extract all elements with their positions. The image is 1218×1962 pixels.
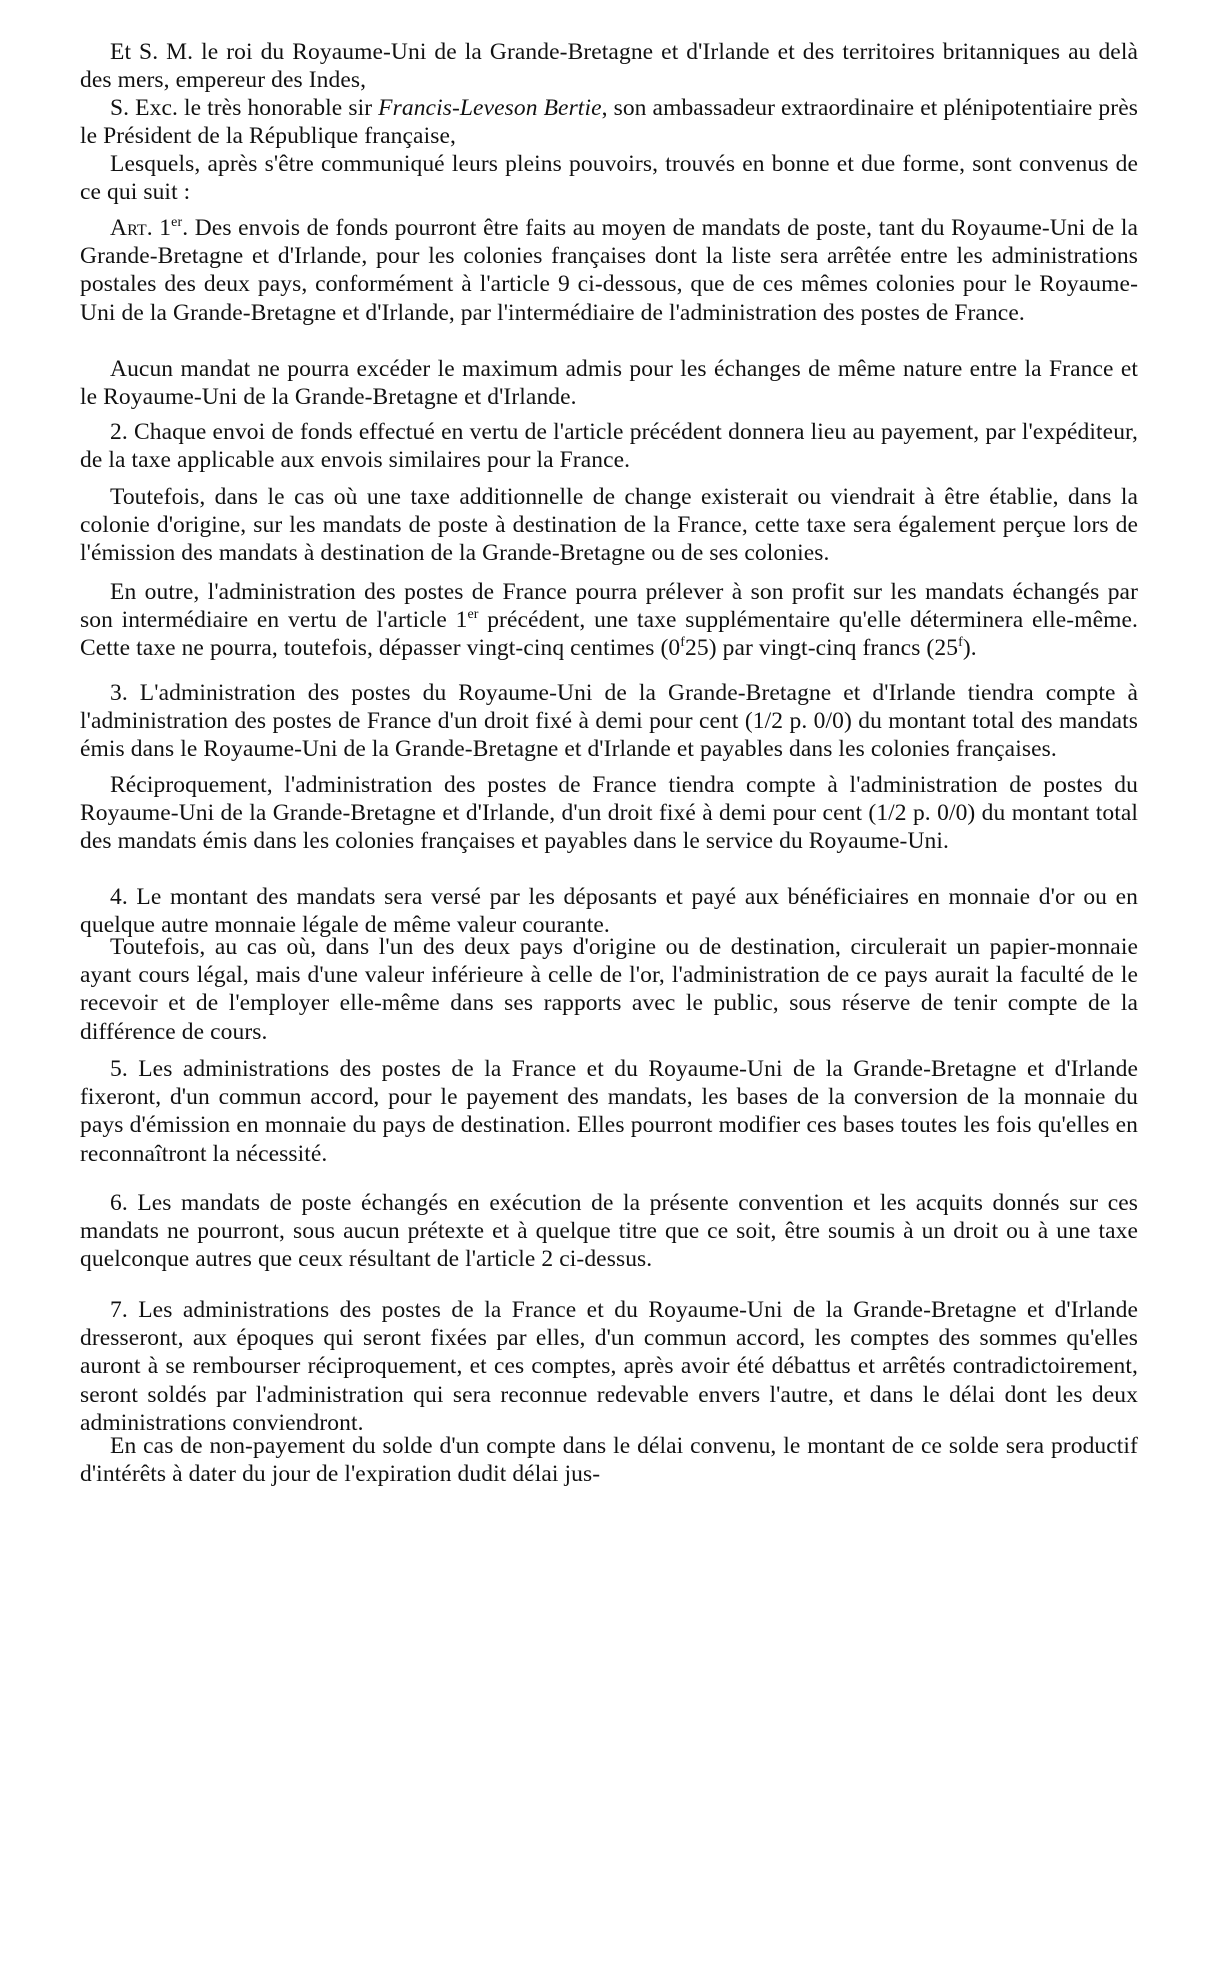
article-2-text-3-main: En outre, l'administration des postes de France pourra prélever à son profit sur les mandats échangés par son intermédiaire en vertu de l'article 1 (80, 579, 1138, 634)
preamble-text-3: Lesquels, après s'être communiqué leurs pleins pouvoirs, trouvés en bonne et due forme, sont convenus de ce qui suit : (80, 151, 1138, 206)
article-4-paragraph-1 (80, 883, 1138, 939)
article-1-paragraph-2 (80, 355, 1138, 411)
article-7-text-1: 7. Les administrations des postes de la France et du Royaume-Uni de la Grande-Bretagne et d'Irlande dresseront, aux époques qui seront fixées par elles, d'un commun accord, les comptes des sommes qu'elles auront à se rembourser réciproquement, et ces comptes, après avoir été débattus et arrêtés contradictoirement, seront soldés par l'administration qui sera reconnue redevable envers l'autre, et dans le délai dont les deux administrations conviendront. (80, 1297, 1138, 1436)
article-2-paragraph-3 (80, 578, 1138, 663)
article-6-paragraph-1 (80, 1189, 1138, 1274)
article-7-paragraph-1 (80, 1296, 1138, 1437)
article-2-sup-1: er (467, 607, 479, 623)
article-3-text-2: Réciproquement, l'administration des postes de France tiendra compte à l'administration de postes du Royaume-Uni de la Grande-Bretagne et d'Irlande, d'un droit fixé à demi pour cent (1/2 p. 0/0) du montant total des mandats émis dans les colonies françaises et payables dans le service du Royaume-Uni. (80, 772, 1138, 855)
preamble-text-2-suffix: , son ambassadeur extraordinaire et plénipotentiaire près le Président de la République française, (80, 95, 1138, 150)
preamble-paragraph-2 (80, 94, 1138, 150)
preamble-text-1: Et S. M. le roi du Royaume-Uni de la Grande-Bretagne et d'Irlande et des territoires britanniques au delà des mers, empereur des Indes, (80, 39, 1138, 94)
article-4-text-2: Toutefois, au cas où, dans l'un des deux pays d'origine ou de destination, circulerait un papier-monnaie ayant cours légal, mais d'une valeur inférieure à celle de l'or, l'administration de ce pays aurait la faculté de le recevoir et de l'employer elle-même dans ses rapports avec le public, sous réserve de tenir compte de la différence de cours. (80, 934, 1138, 1045)
article-1-text: . Des envois de fonds pourront être faits au moyen de mandats de poste, tant du Royaume-Uni de la Grande-Bretagne et d'Irlande, pour les colonies françaises dont la liste sera arrêtée entre les administrations postales des deux pays, conformément à l'article 9 ci-dessous, que de ces mêmes colonies pour le Royaume-Uni de la Grande-Bretagne et d'Irlande, par l'intermédiaire de l'administration des postes de France. (80, 215, 1138, 326)
article-2-text-1: 2. Chaque envoi de fonds effectué en vertu de l'article précédent donnera lieu au payement, par l'expéditeur, de la taxe applicable aux envois similaires pour la France. (80, 419, 1138, 474)
article-1-text-2: Aucun mandat ne pourra excéder le maximum admis pour les échanges de même nature entre la France et le Royaume-Uni de la Grande-Bretagne et d'Irlande. (80, 356, 1138, 411)
plenipotentiary-name: Francis-Leveson Bertie (378, 95, 602, 121)
preamble-text-2-prefix: S. Exc. le très honorable sir (110, 95, 379, 121)
article-1-paragraph-1 (80, 214, 1138, 327)
article-1-superscript: er (171, 215, 183, 231)
article-5-paragraph-1 (80, 1055, 1138, 1168)
article-2-paragraph-2 (80, 483, 1138, 568)
preamble-paragraph-1 (80, 38, 1138, 94)
article-7-text-2: En cas de non-payement du solde d'un compte dans le délai convenu, le montant de ce solde sera productif d'intérêts à dater du jour de l'expiration dudit délai jus- (80, 1433, 1138, 1488)
article-2-text-2: Toutefois, dans le cas où une taxe additionnelle de change existerait ou viendrait à être établie, dans la colonie d'origine, sur les mandats de poste à destination de la France, cette taxe sera également perçue lors de l'émission des mandats à destination de la Grande-Bretagne ou de ses colonies. (80, 484, 1138, 567)
article-6-text-1: 6. Les mandats de poste échangés en exécution de la présente convention et les acquits donnés sur ces mandats ne pourront, sous aucun prétexte et à quelque titre que ce soit, être soumis à un droit ou à une taxe quelconque autres que ceux résultant de l'article 2 ci-dessus. (80, 1190, 1138, 1273)
article-1-label: Art. 1 (110, 215, 172, 241)
article-2-sup-2: f (680, 635, 685, 651)
article-2-text-3-mid: précédent, une taxe supplémentaire qu'elle déterminera elle-même. Cette taxe ne pourra, toutefois, dépasser vingt-cinq centimes (0 (80, 607, 1138, 662)
article-5-text-1: 5. Les administrations des postes de la France et du Royaume-Uni de la Grande-Bretagne et d'Irlande fixeront, d'un commun accord, pour le payement des mandats, les bases de la conversion de la monnaie du pays d'émission en monnaie du pays de destination. Elles pourront modifier ces bases toutes les fois qu'elles en reconnaîtront la nécessité. (80, 1056, 1138, 1167)
article-3-paragraph-2 (80, 771, 1138, 856)
article-2-paragraph-1 (80, 418, 1138, 474)
article-7-paragraph-2 (80, 1432, 1138, 1488)
article-4-text-1: 4. Le montant des mandats sera versé par les déposants et payé aux bénéficiaires en monnaie d'or ou en quelque autre monnaie légale de même valeur courante. (80, 884, 1138, 939)
article-3-paragraph-1 (80, 679, 1138, 764)
article-3-text-1: 3. L'administration des postes du Royaume-Uni de la Grande-Bretagne et d'Irlande tiendra compte à l'administration des postes de France d'un droit fixé à demi pour cent (1/2 p. 0/0) du montant total des mandats émis dans le Royaume-Uni de la Grande-Bretagne et d'Irlande et payables dans les colonies françaises. (80, 680, 1138, 763)
article-2-text-3-end: ). (962, 635, 977, 662)
preamble-paragraph-3 (80, 150, 1138, 206)
article-2-sup-3: f (958, 635, 963, 651)
article-4-paragraph-2 (80, 933, 1138, 1046)
article-2-text-3-mid2: 25) par vingt-cinq francs (25 (685, 635, 959, 662)
